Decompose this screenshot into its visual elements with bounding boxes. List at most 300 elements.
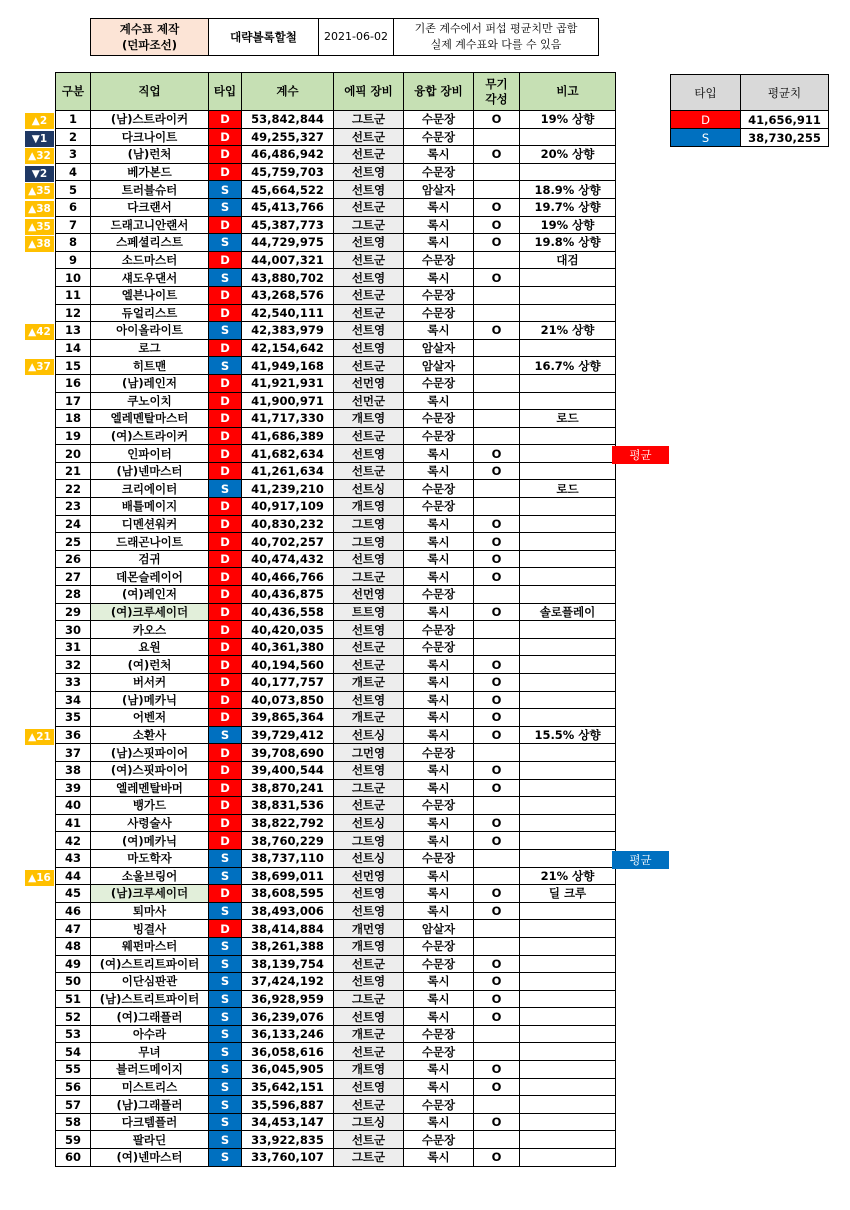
average-marker: 평균 [612, 851, 669, 869]
job-cell: (남)메카닉 [91, 691, 209, 709]
fuse-cell: 록시 [404, 761, 474, 779]
epic-cell: 그트군 [334, 990, 404, 1008]
type-cell: S [209, 1078, 242, 1096]
awakening-cell [474, 1025, 520, 1043]
epic-cell: 선트영 [334, 1078, 404, 1096]
awakening-cell: O [474, 832, 520, 850]
header-row [56, 73, 616, 111]
avg-row-synergy [671, 129, 829, 147]
job-cell: (남)스트리트파이터 [91, 990, 209, 1008]
job-cell: 요원 [91, 638, 209, 656]
fuse-cell: 록시 [404, 216, 474, 234]
coef-cell: 45,413,766 [242, 198, 334, 216]
note-cell [520, 1078, 616, 1096]
type-cell: D [209, 550, 242, 568]
fuse-cell: 록시 [404, 234, 474, 252]
job-cell: 무녀 [91, 1043, 209, 1061]
type-cell: D [209, 374, 242, 392]
fuse-cell: 록시 [404, 1113, 474, 1131]
epic-cell: 개트영 [334, 410, 404, 428]
epic-cell: 선트군 [334, 797, 404, 815]
table-row [56, 761, 616, 779]
table-row [56, 814, 616, 832]
coef-cell: 39,708,690 [242, 744, 334, 762]
type-cell: D [209, 286, 242, 304]
table-row [56, 462, 616, 480]
job-cell: 버서커 [91, 674, 209, 692]
awakening-cell [474, 849, 520, 867]
coef-cell: 45,664,522 [242, 181, 334, 199]
header-epic: 에픽 장비 [334, 73, 404, 111]
epic-cell: 선먼영 [334, 867, 404, 885]
avg-row-dealer [671, 111, 829, 129]
table-row [56, 867, 616, 885]
fuse-cell: 수문장 [404, 498, 474, 516]
rank-cell: 20 [56, 445, 91, 463]
type-cell: D [209, 304, 242, 322]
table-row [56, 1078, 616, 1096]
average-table [670, 74, 829, 147]
type-cell: D [209, 832, 242, 850]
fuse-cell: 수문장 [404, 1043, 474, 1061]
ranking-table [55, 72, 616, 1167]
rank-cell: 12 [56, 304, 91, 322]
rank-cell: 8 [56, 234, 91, 252]
table-row [56, 586, 616, 604]
type-cell: S [209, 726, 242, 744]
awakening-cell: O [474, 973, 520, 991]
coef-cell: 44,729,975 [242, 234, 334, 252]
epic-cell: 선먼군 [334, 392, 404, 410]
epic-cell: 선트영 [334, 234, 404, 252]
awakening-cell: O [474, 234, 520, 252]
note-cell: 18.9% 상향 [520, 181, 616, 199]
fuse-cell: 록시 [404, 990, 474, 1008]
job-cell: (여)넨마스터 [91, 1149, 209, 1167]
epic-cell: 선트영 [334, 322, 404, 340]
rank-cell: 23 [56, 498, 91, 516]
table-row [56, 621, 616, 639]
job-cell: 베가본드 [91, 163, 209, 181]
awakening-cell [474, 498, 520, 516]
sheet-title: 대략볼록할철 [209, 19, 319, 56]
type-cell: S [209, 937, 242, 955]
rank-cell: 1 [56, 111, 91, 129]
note-cell [520, 990, 616, 1008]
type-cell: S [209, 902, 242, 920]
epic-cell: 선트군 [334, 286, 404, 304]
rank-cell: 5 [56, 181, 91, 199]
rank-cell: 57 [56, 1096, 91, 1114]
rank-change-badge: ▲35 [25, 219, 54, 235]
awakening-cell: O [474, 550, 520, 568]
rank-cell: 56 [56, 1078, 91, 1096]
rank-cell: 33 [56, 674, 91, 692]
epic-cell: 선먼영 [334, 586, 404, 604]
awakening-cell: O [474, 146, 520, 164]
note-cell: 대검 [520, 251, 616, 269]
type-cell: D [209, 392, 242, 410]
note-cell [520, 849, 616, 867]
rank-cell: 7 [56, 216, 91, 234]
coef-cell: 41,900,971 [242, 392, 334, 410]
job-cell: (여)크루세이더 [91, 603, 209, 621]
fuse-cell: 록시 [404, 392, 474, 410]
table-row [56, 603, 616, 621]
fuse-cell: 록시 [404, 726, 474, 744]
coef-cell: 38,261,388 [242, 937, 334, 955]
fuse-cell: 암살자 [404, 339, 474, 357]
note-cell [520, 709, 616, 727]
coef-cell: 40,474,432 [242, 550, 334, 568]
table-row [56, 234, 616, 252]
note-cell [520, 128, 616, 146]
rank-cell: 2 [56, 128, 91, 146]
epic-cell: 선트영 [334, 269, 404, 287]
coef-cell: 38,608,595 [242, 885, 334, 903]
job-cell: 히트맨 [91, 357, 209, 375]
job-cell: 다크랜서 [91, 198, 209, 216]
job-cell: 로그 [91, 339, 209, 357]
epic-cell: 그트군 [334, 216, 404, 234]
note-cell: 20% 상향 [520, 146, 616, 164]
fuse-cell: 록시 [404, 885, 474, 903]
fuse-cell: 수문장 [404, 251, 474, 269]
coef-cell: 38,737,110 [242, 849, 334, 867]
table-row [56, 990, 616, 1008]
rank-cell: 22 [56, 480, 91, 498]
epic-cell: 그트영 [334, 832, 404, 850]
table-row [56, 779, 616, 797]
fuse-cell: 록시 [404, 814, 474, 832]
job-cell: 소환사 [91, 726, 209, 744]
type-cell: S [209, 1096, 242, 1114]
table-row [56, 709, 616, 727]
coef-cell: 41,949,168 [242, 357, 334, 375]
coef-cell: 36,133,246 [242, 1025, 334, 1043]
job-cell: 쿠노이치 [91, 392, 209, 410]
rank-cell: 27 [56, 568, 91, 586]
awakening-cell [474, 181, 520, 199]
epic-cell: 선트영 [334, 445, 404, 463]
header-awk-line1: 무기 [485, 76, 508, 91]
note-cell: 19.7% 상향 [520, 198, 616, 216]
rank-cell: 40 [56, 797, 91, 815]
table-row [56, 797, 616, 815]
awakening-cell: O [474, 515, 520, 533]
note-cell [520, 973, 616, 991]
type-cell: D [209, 885, 242, 903]
table-row [56, 357, 616, 375]
table-row [56, 286, 616, 304]
job-cell: 빙결사 [91, 920, 209, 938]
rank-change-badge: ▲38 [25, 201, 54, 217]
job-cell: (남)그래플러 [91, 1096, 209, 1114]
awakening-cell: O [474, 445, 520, 463]
epic-cell: 그트군 [334, 1149, 404, 1167]
coef-cell: 40,073,850 [242, 691, 334, 709]
fuse-cell: 록시 [404, 550, 474, 568]
coef-cell: 41,239,210 [242, 480, 334, 498]
type-cell: S [209, 269, 242, 287]
job-cell: 사령술사 [91, 814, 209, 832]
table-row [56, 269, 616, 287]
fuse-cell: 록시 [404, 198, 474, 216]
coef-cell: 36,045,905 [242, 1061, 334, 1079]
header-coef: 계수 [242, 73, 334, 111]
job-cell: (여)런처 [91, 656, 209, 674]
note-cell [520, 498, 616, 516]
job-cell: 미스트리스 [91, 1078, 209, 1096]
type-cell: S [209, 480, 242, 498]
type-cell: D [209, 339, 242, 357]
table-row [56, 1096, 616, 1114]
coef-cell: 41,717,330 [242, 410, 334, 428]
fuse-cell: 수문장 [404, 638, 474, 656]
job-cell: (남)스핏파이어 [91, 744, 209, 762]
rank-cell: 31 [56, 638, 91, 656]
rank-cell: 58 [56, 1113, 91, 1131]
job-cell: (여)스트리트파이터 [91, 955, 209, 973]
rank-cell: 29 [56, 603, 91, 621]
coef-cell: 45,759,703 [242, 163, 334, 181]
coef-cell: 34,453,147 [242, 1113, 334, 1131]
table-row [56, 339, 616, 357]
fuse-cell: 록시 [404, 146, 474, 164]
rank-cell: 4 [56, 163, 91, 181]
epic-cell: 선트싱 [334, 814, 404, 832]
epic-cell: 그트영 [334, 533, 404, 551]
avg-header-type: 타입 [671, 75, 741, 111]
awakening-cell: O [474, 1061, 520, 1079]
coef-cell: 36,058,616 [242, 1043, 334, 1061]
rank-cell: 37 [56, 744, 91, 762]
note-cell [520, 1131, 616, 1149]
type-cell: D [209, 603, 242, 621]
table-row [56, 480, 616, 498]
note-cell: 19% 상향 [520, 216, 616, 234]
note-cell [520, 586, 616, 604]
table-row [56, 1149, 616, 1167]
average-marker: 평균 [612, 446, 669, 464]
table-row [56, 533, 616, 551]
table-row [56, 374, 616, 392]
type-cell: D [209, 586, 242, 604]
job-cell: 다크템플러 [91, 1113, 209, 1131]
job-cell: 트러블슈터 [91, 181, 209, 199]
epic-cell: 개트군 [334, 709, 404, 727]
awakening-cell [474, 480, 520, 498]
epic-cell: 선트영 [334, 550, 404, 568]
rank-cell: 49 [56, 955, 91, 973]
awakening-cell: O [474, 269, 520, 287]
epic-cell: 선트싱 [334, 849, 404, 867]
fuse-cell: 록시 [404, 691, 474, 709]
table-row [56, 885, 616, 903]
awakening-cell [474, 1043, 520, 1061]
note-cell [520, 744, 616, 762]
type-cell: D [209, 779, 242, 797]
job-cell: 다크나이트 [91, 128, 209, 146]
awakening-cell: O [474, 1149, 520, 1167]
job-cell: 인파이터 [91, 445, 209, 463]
epic-cell: 선트군 [334, 638, 404, 656]
note-cell [520, 656, 616, 674]
job-cell: 마도학자 [91, 849, 209, 867]
awakening-cell [474, 427, 520, 445]
type-cell: S [209, 1061, 242, 1079]
note-cell: 15.5% 상향 [520, 726, 616, 744]
awakening-cell [474, 410, 520, 428]
type-cell: S [209, 357, 242, 375]
type-cell: D [209, 656, 242, 674]
awakening-cell: O [474, 885, 520, 903]
rank-cell: 13 [56, 322, 91, 340]
awakening-cell [474, 304, 520, 322]
coef-cell: 42,540,111 [242, 304, 334, 322]
awakening-cell [474, 920, 520, 938]
fuse-cell: 수문장 [404, 586, 474, 604]
rank-cell: 21 [56, 462, 91, 480]
job-cell: (남)레인저 [91, 374, 209, 392]
awakening-cell: O [474, 568, 520, 586]
rank-cell: 17 [56, 392, 91, 410]
rank-cell: 35 [56, 709, 91, 727]
note-cell [520, 269, 616, 287]
fuse-cell: 록시 [404, 1008, 474, 1026]
header-type: 타입 [209, 73, 242, 111]
coef-cell: 40,466,766 [242, 568, 334, 586]
awakening-cell: O [474, 322, 520, 340]
coef-cell: 53,842,844 [242, 111, 334, 129]
type-cell: S [209, 955, 242, 973]
avg-type-synergy: S [671, 129, 741, 147]
note-cell [520, 797, 616, 815]
type-cell: S [209, 1113, 242, 1131]
rank-cell: 46 [56, 902, 91, 920]
table-row [56, 111, 616, 129]
fuse-cell: 록시 [404, 515, 474, 533]
rank-cell: 32 [56, 656, 91, 674]
note-cell [520, 814, 616, 832]
note-cell: 19.8% 상향 [520, 234, 616, 252]
coef-cell: 45,387,773 [242, 216, 334, 234]
fuse-cell: 암살자 [404, 920, 474, 938]
rank-cell: 48 [56, 937, 91, 955]
type-cell: S [209, 973, 242, 991]
sheet-date: 2021-06-02 [319, 19, 394, 56]
note-cell [520, 902, 616, 920]
note-cell [520, 339, 616, 357]
job-cell: (남)크루세이더 [91, 885, 209, 903]
epic-cell: 선트군 [334, 462, 404, 480]
awakening-cell [474, 374, 520, 392]
rank-change-badge: ▲32 [25, 148, 54, 164]
rank-cell: 3 [56, 146, 91, 164]
awakening-cell [474, 339, 520, 357]
type-cell: S [209, 1008, 242, 1026]
type-cell: D [209, 216, 242, 234]
rank-change-badge: ▼2 [25, 166, 54, 182]
fuse-cell: 록시 [404, 709, 474, 727]
fuse-cell: 록시 [404, 1149, 474, 1167]
fuse-cell: 수문장 [404, 111, 474, 129]
job-cell: 블러드메이지 [91, 1061, 209, 1079]
epic-cell: 개트군 [334, 674, 404, 692]
awakening-cell [474, 867, 520, 885]
coef-cell: 38,414,884 [242, 920, 334, 938]
awakening-cell: O [474, 761, 520, 779]
note-cell [520, 1061, 616, 1079]
coef-cell: 38,699,011 [242, 867, 334, 885]
type-cell: D [209, 462, 242, 480]
awakening-cell: O [474, 198, 520, 216]
coef-cell: 40,436,558 [242, 603, 334, 621]
job-cell: 엘븐나이트 [91, 286, 209, 304]
fuse-cell: 록시 [404, 269, 474, 287]
header-fuse: 융합 장비 [404, 73, 474, 111]
rank-change-badge: ▲16 [25, 870, 54, 886]
job-cell: 디멘션워커 [91, 515, 209, 533]
rank-cell: 60 [56, 1149, 91, 1167]
coef-cell: 40,420,035 [242, 621, 334, 639]
note-cell [520, 1008, 616, 1026]
type-cell: S [209, 198, 242, 216]
epic-cell: 선트군 [334, 198, 404, 216]
awakening-cell: O [474, 674, 520, 692]
fuse-cell: 수문장 [404, 480, 474, 498]
fuse-cell: 수문장 [404, 304, 474, 322]
rank-change-badge: ▼1 [25, 131, 54, 147]
note-cell [520, 445, 616, 463]
job-cell: (여)그래플러 [91, 1008, 209, 1026]
epic-cell: 그트싱 [334, 1113, 404, 1131]
table-row [56, 146, 616, 164]
rank-cell: 18 [56, 410, 91, 428]
awakening-cell [474, 1131, 520, 1149]
maker-line1: 계수표 제작 [119, 22, 180, 36]
rank-cell: 16 [56, 374, 91, 392]
fuse-cell: 록시 [404, 322, 474, 340]
fuse-cell: 록시 [404, 445, 474, 463]
epic-cell: 선트군 [334, 955, 404, 973]
rank-cell: 10 [56, 269, 91, 287]
note-cell: 로드 [520, 410, 616, 428]
fuse-cell: 록시 [404, 533, 474, 551]
note-cell [520, 374, 616, 392]
fuse-cell: 암살자 [404, 357, 474, 375]
job-cell: 소드마스터 [91, 251, 209, 269]
coef-cell: 44,007,321 [242, 251, 334, 269]
note-cell [520, 515, 616, 533]
awakening-cell: O [474, 814, 520, 832]
note-cell [520, 955, 616, 973]
job-cell: 소울브링어 [91, 867, 209, 885]
avg-value-dealer: 41,656,911 [741, 111, 829, 129]
job-cell: 카오스 [91, 621, 209, 639]
rank-cell: 19 [56, 427, 91, 445]
job-cell: (여)스트라이커 [91, 427, 209, 445]
fuse-cell: 수문장 [404, 1025, 474, 1043]
maker-cell [91, 19, 209, 56]
table-row [56, 1061, 616, 1079]
awakening-cell [474, 638, 520, 656]
table-row [56, 902, 616, 920]
type-cell: S [209, 181, 242, 199]
fuse-cell: 수문장 [404, 128, 474, 146]
header-job: 직업 [91, 73, 209, 111]
note-cell [520, 462, 616, 480]
